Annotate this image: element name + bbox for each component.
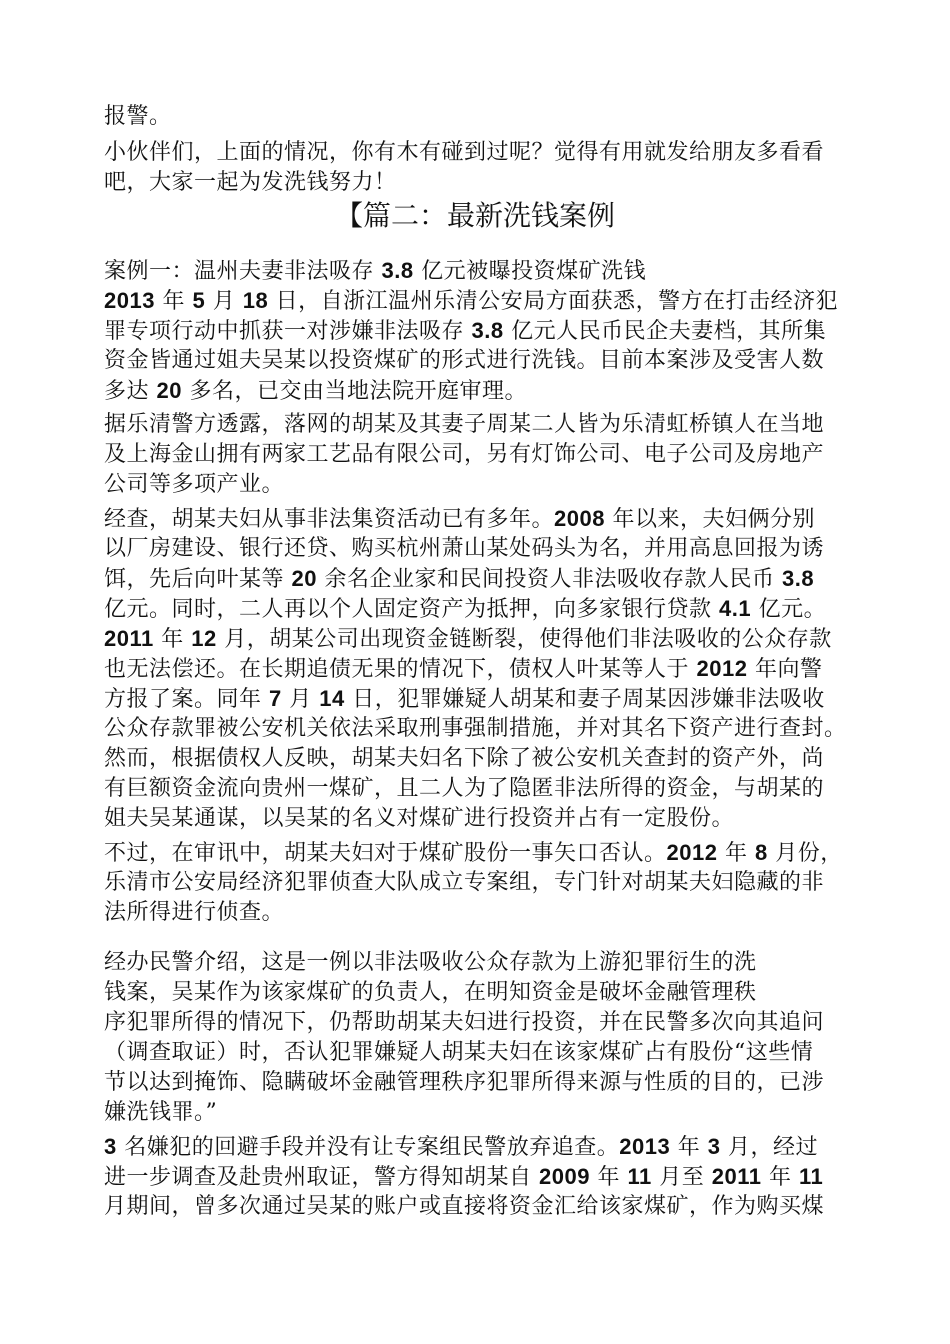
case-line: 饵，先后向叶某等 20 余名企业家和民间投资人非法吸收存款人民币 3.8 xyxy=(104,566,815,592)
case-line: 公司等多项产业。 xyxy=(104,472,285,497)
intro-line: 吧，大家一起为发洗钱努力！ xyxy=(104,170,397,195)
case-line: 不过，在审讯中，胡某夫妇对于煤矿股份一事矢口否认。2012 年 8 月份， xyxy=(104,840,843,866)
section-heading: 【篇二：最新洗钱案例 xyxy=(334,199,615,232)
case-line: 法所得进行侦查。 xyxy=(104,900,285,925)
case-line: 资金皆通过姐夫吴某以投资煤矿的形式进行洗钱。目前本案涉及受害人数 xyxy=(104,348,825,373)
case-line: 及上海金山拥有两家工艺品有限公司，另有灯饰公司、电子公司及房地产 xyxy=(104,442,825,467)
case-line: 节以达到掩饰、隐瞒破坏金融管理秩序犯罪所得来源与性质的目的，已涉 xyxy=(104,1070,825,1095)
case-line: 姐夫吴某通谋，以吴某的名义对煤矿进行投资并占有一定股份。 xyxy=(104,806,735,831)
case-line: 3 名嫌犯的回避手段并没有让专案组民警放弃追查。2013 年 3 月，经过 xyxy=(104,1134,818,1160)
case-line: 有巨额资金流向贵州一煤矿，且二人为了隐匿非法所得的资金，与胡某的 xyxy=(104,776,825,801)
case-line: （调查取证）时，否认犯罪嫌疑人胡某夫妇在该家煤矿占有股份“这些情 xyxy=(104,1040,814,1065)
case-line: 序犯罪所得的情况下，仍帮助胡某夫妇进行投资，并在民警多次向其追问 xyxy=(104,1010,825,1035)
case-line: 经办民警介绍，这是一例以非法吸收公众存款为上游犯罪衍生的洗 xyxy=(104,950,757,975)
case-line: 进一步调查及赴贵州取证，警方得知胡某自 2009 年 11 月至 2011 年 11 xyxy=(104,1164,824,1190)
case-line: 2013 年 5 月 18 日，自浙江温州乐清公安局方面获悉，警方在打击经济犯 xyxy=(104,288,839,314)
case-line: 2011 年 12 月，胡某公司出现资金链断裂，使得他们非法吸收的公众存款 xyxy=(104,626,832,652)
case-line: 多达 20 多名，已交由当地法院开庭审理。 xyxy=(104,378,527,404)
intro-line: 小伙伴们，上面的情况，你有木有碰到过呢？觉得有用就发给朋友多看看 xyxy=(104,140,825,165)
case-line: 据乐清警方透露，落网的胡某及其妻子周某二人皆为乐清虹桥镇人在当地 xyxy=(104,412,825,437)
case-line: 钱案，吴某作为该家煤矿的负责人，在明知资金是破坏金融管理秩 xyxy=(104,980,757,1005)
case-line: 也无法偿还。在长期追债无果的情况下，债权人叶某等人于 2012 年向警 xyxy=(104,656,823,682)
case-line: 公众存款罪被公安机关依法采取刑事强制措施，并对其名下资产进行查封。 xyxy=(104,716,847,741)
case-line: 以厂房建设、银行还贷、购买杭州萧山某处码头为名，并用高息回报为诱 xyxy=(104,536,825,561)
case-line: 乐清市公安局经济犯罪侦查大队成立专案组，专门针对胡某夫妇隐藏的非 xyxy=(104,870,825,895)
case-line: 嫌洗钱罪。” xyxy=(104,1100,218,1125)
case-title: 案例一：温州夫妻非法吸存 3.8 亿元被曝投资煤矿洗钱 xyxy=(104,258,647,284)
intro-line: 报警。 xyxy=(104,104,172,129)
case-line: 方报了案。同年 7 月 14 日，犯罪嫌疑人胡某和妻子周某因涉嫌非法吸收 xyxy=(104,686,825,712)
case-line: 罪专项行动中抓获一对涉嫌非法吸存 3.8 亿元人民币民企夫妻档，其所集 xyxy=(104,318,827,344)
case-line: 然而，根据债权人反映，胡某夫妇名下除了被公安机关查封的资产外，尚 xyxy=(104,746,825,771)
case-line: 月期间，曾多次通过吴某的账户或直接将资金汇给该家煤矿，作为购买煤 xyxy=(104,1194,825,1219)
case-line: 亿元。同时，二人再以个人固定资产为抵押，向多家银行贷款 4.1 亿元。 xyxy=(104,596,827,622)
case-line: 经查，胡某夫妇从事非法集资活动已有多年。2008 年以来，夫妇俩分别 xyxy=(104,506,815,532)
